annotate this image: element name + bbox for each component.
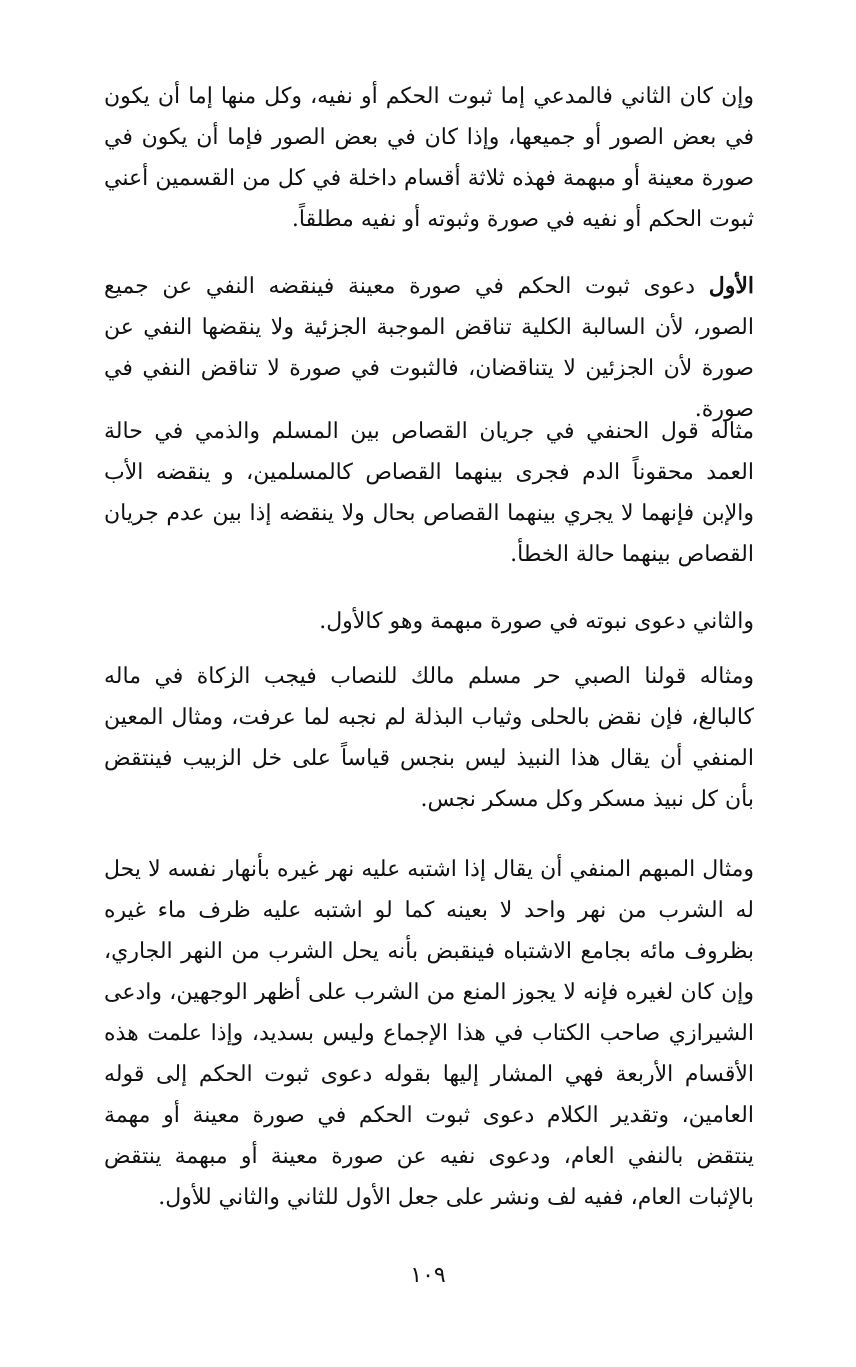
paragraph-1: وإن كان الثاني فالمدعي إما ثبوت الحكم أو نفيه، وكل منها إما أن يكون في بعض الصور أو جميعها، وإذا كان في بعض الصور فإما أن يكون في صورة معينة أو مبهمة فهذه ثلاثة أقسام داخلة في كل من القسمين أعني ثبوت الحكم أو نفيه في صورة وثبوته أو نفيه مطلقاً. — [104, 84, 754, 232]
paragraph-2 — [104, 266, 754, 430]
paragraph-4: والثاني دعوى نبوته في صورة مبهمة وهو كالأول. — [319, 609, 754, 634]
paragraph-2-body: دعوى ثبوت الحكم في صورة معينة فينقضه النفي عن جميع الصور، لأن السالبة الكلية تناقض الموجبة الجزئية ولا ينقضها النفي عن صورة لأن الجزئين لا يتناقضان، فالثبوت في صورة لا تناقض النفي في صورة. — [104, 274, 754, 422]
paragraph-2-lead: الأول — [708, 273, 754, 299]
paragraph-6: ومثال المبهم المنفي أن يقال إذا اشتبه عليه نهر غيره بأنهار نفسه لا يحل له الشرب من نهر واحد لا بعينه كما لو اشتبه عليه ظرف ماء غيره بظروف مائه بجامع الاشتباه فينقبض بأنه يحل الشرب من النهر الجاري، وإن كان لغيره فإنه لا يجوز المنع من الشرب على أظهر الوجهين، وادعى الشيرازي صاحب الكتاب في هذا الإجماع وليس بسديد، وإذا علمت هذه الأقسام الأربعة فهي المشار إليها بقوله دعوى ثبوت الحكم إلى قوله العامين، وتقدير الكلام دعوى ثبوت الحكم في صورة معينة أو مهمة ينتقض بالنفي العام، ودعوى نفيه عن صورة معينة أو مبهمة ينتقض بالإثبات العام، ففيه لف ونشر على جعل الأول للثاني والثاني للأول. — [104, 857, 754, 1210]
page-number: ١٠٩ — [410, 1263, 446, 1288]
paragraph-3: مثاله قول الحنفي في جريان القصاص بين المسلم والذمي في حالة العمد محقوناً الدم فجرى بينهما القصاص كالمسلمين، و ينقضه الأب والإبن فإنهما لا يجري بينهما القصاص بحال ولا ينقضه إذا بين عدم جريان القصاص بينهما حالة الخطأ. — [104, 419, 754, 567]
paragraph-5: ومثاله قولنا الصبي حر مسلم مالك للنصاب فيجب الزكاة في ماله كالبالغ، فإن نقض بالحلى وثياب البذلة لم نجبه لما عرفت، ومثال المعين المنفي أن يقال هذا النبيذ ليس بنجس قياساً على خل الزبيب فينتقض بأن كل نبيذ مسكر وكل مسكر نجس. — [104, 664, 754, 812]
